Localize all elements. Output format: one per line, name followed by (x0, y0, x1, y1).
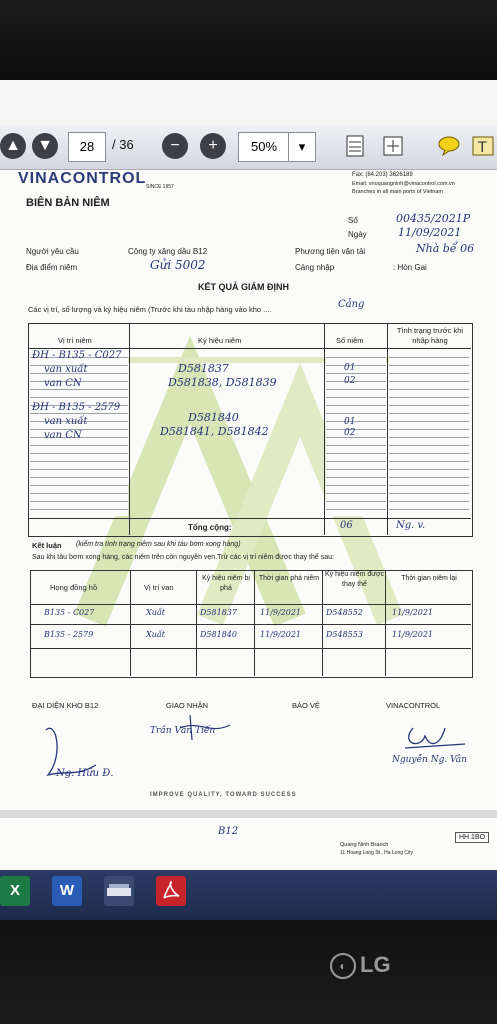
seal-row-2-position: ĐH - B135 - 2579 (32, 402, 121, 413)
replace-header-broken: Ký hiệu niêm bị phá (202, 575, 250, 592)
excel-icon[interactable]: X (0, 876, 30, 906)
screen (0, 80, 497, 920)
seal-row-2-seals2: D581841, D581842 (160, 425, 269, 438)
sig-label-delivery: GIAO NHẬN (166, 701, 209, 710)
replace-header-new: Ký hiệu niêm được thay thế (324, 571, 385, 588)
seal-row-1-detail2: van CN (44, 378, 82, 389)
seal-row-2-count1: 01 (344, 417, 356, 427)
sig-label-warehouse: ĐẠI DIỆN KHO B12 (32, 701, 99, 710)
zoom-in-icon[interactable]: + (200, 133, 226, 159)
zoom-dropdown-chevron-down-icon[interactable]: ▾ (288, 132, 316, 162)
location-label: Địa điểm niêm (26, 263, 78, 272)
footer-address: 11 Hoang Long St., Ha Long City (340, 850, 414, 856)
comment-icon[interactable] (436, 133, 462, 159)
pdf-toolbar (0, 125, 497, 170)
replace-row-1-reseal-time: 11/9/2021 (392, 608, 434, 617)
replace-row-2-reseal-time: 11/9/2021 (392, 630, 434, 639)
replace-header-reseal-time: Thời gian niêm lại (401, 575, 457, 582)
page-title: BIÊN BẢN NIÊM (26, 197, 110, 209)
scanner-icon[interactable] (104, 876, 134, 906)
seal-header-count: Số niêm (336, 336, 364, 345)
page-total: / 36 (112, 137, 134, 152)
seal-row-1-count2: 02 (344, 376, 356, 386)
seal-row-2-seals1: D581840 (188, 411, 239, 424)
fit-width-icon[interactable] (380, 133, 406, 159)
replace-header-valve: Vị trí van (144, 583, 174, 592)
location-value: Gửi 5002 (150, 258, 206, 272)
zoom-out-icon[interactable]: − (162, 133, 188, 159)
replace-header-break-time: Thời gian phá niêm (258, 575, 320, 582)
ngay-value: 11/09/2021 (398, 226, 462, 239)
sig-name-warehouse: Ng. Hữu Đ. (56, 768, 114, 779)
monitor-bezel-bottom (0, 920, 497, 1024)
header-email: Email: vnoquangninh@vinacontrol.com.vn (352, 181, 455, 187)
result-title: KẾT QUẢ GIÁM ĐỊNH (198, 282, 289, 292)
total-value: 06 (340, 520, 353, 531)
replace-row-2-gauge: B135 - 2579 (44, 630, 94, 639)
taskbar (0, 870, 497, 920)
prev-page-icon[interactable]: ▲ (0, 133, 26, 159)
replace-row-1-broken: D581837 (200, 608, 237, 617)
requester-label: Người yêu cầu (26, 247, 79, 256)
lg-logo (330, 952, 391, 979)
page-gap (0, 810, 497, 818)
pdf-icon[interactable] (156, 876, 186, 906)
replace-row-2-break-time: 11/9/2021 (260, 630, 302, 639)
replace-row-1-gauge: B135 - C027 (44, 608, 95, 617)
replace-row-1-break-time: 11/9/2021 (260, 608, 302, 617)
signature-vinacontrol (395, 718, 475, 758)
seal-row-1-seals1: D581837 (178, 362, 229, 375)
seal-header-status: Tình trạng trước khi nhập hàng (396, 326, 464, 345)
pdf-page (0, 170, 497, 910)
seal-row-2-detail2: van CN (44, 430, 82, 441)
footer-code: HH.1BO (455, 832, 489, 843)
svg-text:T: T (478, 140, 487, 156)
sig-label-vinacontrol: VINACONTROL (386, 701, 441, 710)
seal-info-text: Các vị trí, số lượng và ký hiệu niêm (Trước khi tàu nhập hàng vào kho .... (28, 305, 272, 314)
logo-since: SINCE 1957 (146, 184, 174, 190)
replace-row-2-new: D548553 (326, 630, 363, 639)
footer-branch: Quang Ninh Branch (340, 842, 389, 848)
monitor-bezel-top (0, 0, 497, 80)
vehicle-value: Nhà bể 06 (416, 242, 475, 255)
header-fax: Fax: (84.203) 3626189 (352, 172, 413, 178)
total-label: Tổng cộng: (188, 523, 232, 532)
vinacontrol-logo: VINACONTROL (18, 170, 147, 187)
port-value: : Hòn Gai (393, 263, 427, 272)
seal-info-hand: Cảng (338, 299, 365, 310)
seal-row-2-detail1: van xuất (44, 416, 88, 427)
seal-row-1-position: ĐH - B135 - C027 (32, 350, 122, 361)
conclusion-label: Kết luận (32, 541, 62, 550)
conclusion-text: Sau khi tàu bơm xong hàng, các niêm trên còn nguyên vẹn.Trừ các vị trí niêm được thay thế sau: (32, 554, 334, 561)
replace-row-2-valve: Xuất (146, 630, 165, 639)
page-number-input[interactable]: 28 (68, 132, 106, 162)
vehicle-label: Phương tiện vận tải (295, 247, 366, 256)
word-icon[interactable]: W (52, 876, 82, 906)
ngay-label: Ngày (348, 230, 367, 239)
header-branches: Branches in all main ports of Vietnam (352, 189, 443, 195)
seal-header-code: Ký hiệu niêm (198, 336, 242, 345)
next-page-icon[interactable]: ▼ (32, 133, 58, 159)
conclusion-note: (kiểm tra tình trạng niêm sau khi tàu bơm xong hàng) (76, 541, 241, 548)
sig-label-security: BẢO VỆ (292, 701, 320, 710)
lg-brand: LG (360, 952, 391, 977)
requester-value: Công ty xăng dầu B12 (128, 247, 208, 256)
seal-row-2-count2: 02 (344, 428, 356, 438)
fit-page-icon[interactable] (342, 133, 368, 159)
status-value: Ng. v. (396, 520, 426, 531)
port-label: Cảng nhập (295, 263, 335, 272)
seal-header-position: Vị trí niêm (58, 336, 92, 345)
zoom-level-input[interactable]: 50% (238, 132, 290, 162)
replace-row-1-new: D548552 (326, 608, 363, 617)
replace-header-gauge: Họng đồng hồ (50, 583, 98, 592)
window-top-strip (0, 80, 497, 120)
replace-row-1-valve: Xuất (146, 608, 165, 617)
so-value: 00435/2021P (396, 212, 471, 225)
bottom-handwriting: B12 (218, 826, 239, 837)
so-label: Số (348, 216, 358, 225)
slogan: IMPROVE QUALITY, TOWARD SUCCESS (150, 792, 297, 798)
seal-row-1-count1: 01 (344, 363, 356, 373)
sig-name-delivery: Trần Văn Tiến (150, 726, 216, 736)
sig-name-vinacontrol: Nguyễn Ng. Vân (392, 755, 467, 765)
text-tool-icon[interactable] (470, 133, 496, 159)
lg-circle-icon: ◐ (330, 953, 356, 979)
seal-row-1-seals2: D581838, D581839 (168, 376, 277, 389)
replace-row-2-broken: D581840 (200, 630, 237, 639)
seal-row-1-detail1: van xuất (44, 364, 88, 375)
